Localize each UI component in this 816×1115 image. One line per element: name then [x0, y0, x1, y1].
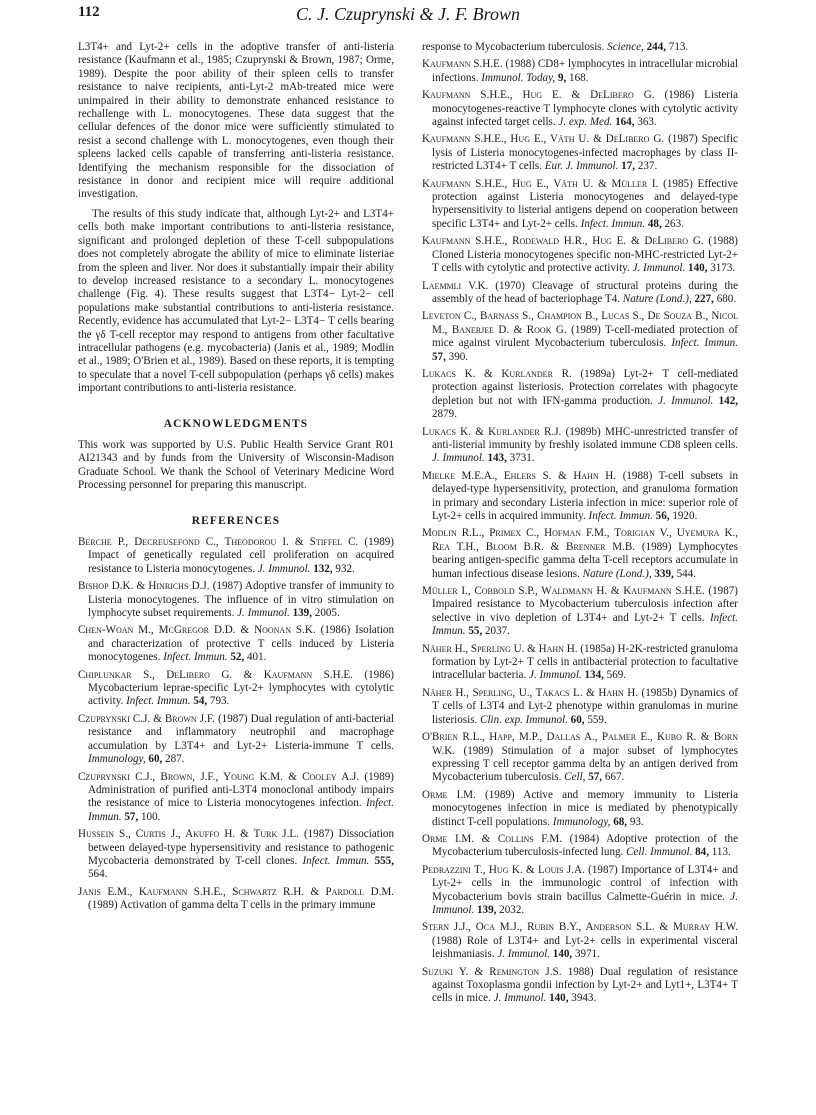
reference-text: (1989a) Lyt-2+ T cell-mediated protection against listeriosis. Protection correlates with phagocyte depletion but not with IFN-gamma production.: [432, 367, 738, 407]
reference-text: (1989) T-cell-mediated protection of mice against virulent Mycobacterium tuberculosis.: [432, 323, 738, 350]
reference-text: (1989) Impact of genetically regulated cell proliferation on acquired resistance to Listeria monocytogenes.: [88, 536, 395, 575]
reference-authors: Hussein S., Curtis J., Akuffo H. & Turk J.L.: [78, 828, 299, 841]
reference-text: (1989b) MHC-unrestricted transfer of anti-listerial immunity by freshly isolated immune CD8 spleen cells.: [432, 425, 738, 451]
reference-pages: 390.: [445, 350, 469, 363]
reference-journal: Eur. J. Immunol.: [544, 160, 619, 173]
reference-entry: [422, 470, 738, 524]
reference-text: (1988) T-cell subsets in delayed-type hypersensitivity, protection, and granuloma formation in primary and secondary Listeria infection in mice: superior role of Lyt-2+ cells in acquired immunity.: [432, 469, 738, 522]
reference-text: (1987) Dissociation between delayed-type hypersensitivity and resistance to pathogenic Mycobacteria demonstrated by T-cell clones.: [88, 828, 394, 867]
reference-entry: [422, 58, 738, 85]
reference-entry: [78, 669, 394, 709]
reference-pages: 3943.: [568, 992, 597, 1005]
reference-volume: 164,: [612, 116, 635, 129]
reference-text: (1989) Stimulation of a major subset of lymphocytes expressing T cell receptor gamma delta by an antigen derived from Mycobacterium tuberculosis.: [432, 744, 738, 784]
reference-journal: Infect. Immun.: [88, 797, 394, 823]
reference-pages: 3731.: [506, 452, 535, 465]
reference-entry: [422, 731, 738, 785]
reference-pages: 2032.: [496, 903, 525, 916]
reference-entry: [422, 280, 738, 307]
reference-text: (1987) Specific lysis of Listeria monocytogenes-infected macrophages by class II-restricted L3T4+ T cells.: [432, 133, 738, 173]
reference-entry: [422, 789, 738, 829]
reference-pages: 100.: [138, 810, 161, 823]
reference-text: (1986) Isolation and characterization of protective T cells induced by Listeria monocytogenes.: [88, 624, 394, 664]
reference-authors: Orme I.M.: [422, 788, 476, 801]
reference-volume: 140,: [546, 992, 569, 1005]
reference-pages: 569.: [603, 669, 627, 682]
reference-volume: 55,: [465, 625, 483, 638]
reference-journal: J. Immunol.: [658, 394, 714, 407]
reference-entry: [78, 536, 394, 576]
left-column: [78, 41, 394, 917]
reference-authors: Kaufmann S.H.E., Rodewald H.R., Hug E. & DeLibero G.: [422, 235, 704, 248]
reference-journal: Infect. Immun.: [432, 611, 738, 638]
reference-authors: Chiplunkar S., DeLibero G. & Kaufmann S.H.E.: [78, 668, 353, 681]
reference-entry: [422, 426, 738, 466]
reference-volume: 339,: [651, 567, 674, 580]
reference-entry: [422, 89, 738, 129]
reference-text: (1988) CD8+ lymphocytes in intracellular microbial infections.: [432, 58, 738, 84]
reference-authors: Laemmli V.K.: [422, 279, 489, 292]
reference-pages: 2879.: [432, 408, 457, 421]
reference-text: (1987) Importance of L3T4+ and Lyt-2+ cells in the immunologic control of infection with Mycobacterium bovis strain bacillus Calmette-Guérin in mice.: [432, 863, 738, 903]
reference-pages: 2037.: [482, 625, 510, 638]
reference-entry: [422, 585, 738, 639]
reference-text: response to Mycobacterium tuberculosis.: [422, 41, 608, 53]
reference-journal: Immunology,: [88, 753, 146, 766]
reference-authors: Näher H., Sperling U. & Hahn H.: [422, 642, 578, 655]
reference-text: (1988) Role of L3T4+ and Lyt-2+ cells in experimental visceral leishmaniasis.: [432, 934, 738, 961]
running-head: C. J. Czuprynski & J. F. Brown: [296, 4, 520, 24]
reference-journal: Nature (Lond.),: [622, 292, 692, 305]
reference-pages: 564.: [88, 868, 108, 881]
reference-entry: [422, 368, 738, 422]
reference-pages: 2005.: [312, 607, 340, 620]
reference-text: (1985) Effective protection against Listeria monocytogenes and delayed-type hypersensitivity to listerial antigens depend on cooperation between specific L3T4+ and Lyt-2+ cells.: [432, 177, 738, 230]
reference-journal: Infect. Immun.: [671, 337, 738, 350]
reference-authors: Kaufmann S.H.E., Hug E., Väth U. & Müller I.: [422, 177, 659, 190]
reference-pages: 168.: [566, 71, 589, 84]
reference-authors: Stern J.J., Oca M.J., Rubin B.Y., Anderson S.L. & Murray H.W.: [422, 921, 738, 934]
reference-text: (1989) Administration of purified anti-L3T4 monoclonal antibody impairs the resistance of mice to Listeria monocytogenes infection.: [88, 770, 394, 810]
reference-volume: 60,: [567, 713, 585, 726]
body-paragraph: L3T4+ and Lyt-2+ cells in the adoptive transfer of anti-listeria resistance (Kaufmann et al., 1985; Czuprynski & Brown, 1987; Orme, 1989). Despite the poor ability of their spleen cells to transfer resistance to naive recipients, anti-Lyt-2 mAb-treated mice were unimpaired in their ability to demonstrate enhanced resistance to rechallenge with L. monocytogenes. These data suggest that the cellular defences of the donor mice were sufficiently stimulated to resist a second challenge with L. monocytogenes, even though their spleens lacked cells capable of transferring anti-listeria resistance. Identifying the mechanism responsible for the dissociation of resistance in donor and recipient mice will require additional investigation.: [78, 41, 394, 201]
reference-volume: 143,: [484, 452, 507, 465]
reference-journal: Infect. Immun.: [580, 217, 646, 230]
reference-text: (1986) Listeria monocytogenes-reactive T lymphocyte clones with cytolytic activity against infected target cells.: [432, 89, 738, 129]
reference-volume: 9,: [555, 71, 567, 84]
reference-text: (1987) Adoptive transfer of immunity to Listeria monocytogenes. The influence of in vitro stimulation on lymphocyte subset requirements.: [88, 580, 395, 620]
reference-pages: 932.: [332, 562, 355, 575]
reference-journal: Immunol. Today,: [481, 71, 556, 84]
reference-volume: 84,: [692, 846, 709, 859]
reference-journal: J. Immunol.: [632, 262, 686, 275]
reference-journal: Infect. Immun.: [163, 651, 228, 664]
reference-text: (1987) Impaired resistance to Mycobacterium tuberculosis infection after selective in vivo depletion of L3T4+ and Lyt-2+ T cells.: [432, 585, 738, 624]
reference-entry: [422, 643, 738, 683]
reference-volume: 48,: [645, 217, 662, 230]
reference-authors: Berche P., Decreusefond C., Theodorou I. & Stiffel C.: [78, 536, 359, 548]
references-list-left: [78, 536, 394, 913]
reference-volume: 57,: [432, 350, 446, 363]
reference-text: (1985b) Dynamics of T cells of L3T4 and Lyt-2 phenotype within granulomas in murine listeriosis.: [432, 686, 738, 726]
reference-authors: Czuprynski C.J. & Brown J.F.: [78, 712, 215, 725]
references-heading: REFERENCES: [191, 514, 281, 527]
reference-volume: 56,: [652, 510, 670, 522]
reference-pages: 237.: [635, 160, 658, 173]
page-number: 112: [78, 4, 100, 20]
reference-entry: [422, 178, 738, 232]
reference-entry: [78, 771, 394, 825]
reference-pages: 667.: [602, 771, 625, 784]
reference-entry: [422, 833, 738, 860]
reference-authors: Lukacs K. & Kurlander R.: [422, 367, 572, 380]
reference-volume: 139,: [289, 607, 312, 620]
reference-authors: Janis E.M., Kaufmann S.H.E., Schwartz R.H. & Pardoll D.M.: [78, 885, 394, 898]
reference-volume: 52,: [227, 651, 245, 664]
reference-entry: [78, 828, 394, 882]
reference-text: 1988) Dual regulation of resistance against Toxoplasma gondii infection by Lyt-2+ and Lyt1+, L3T4+ T cells in mice.: [432, 965, 738, 1005]
reference-pages: 3971.: [572, 948, 600, 961]
reference-pages: 263.: [661, 217, 684, 230]
body-paragraph: The results of this study indicate that, although Lyt-2+ and L3T4+ cells both make important contributions to anti-listeria resistance, significant and prolonged depletion of these T-cell subpopulations does not completely abrogate the ability of mice to eliminate listeriae from the spleen and liver. Nor does it substantially impair their ability to develop increased resistance to a secondary L. monocytogenes challenge (Fig. 4). These results suggest that L3T4− Lyt-2− cell populations make substantial contributions to anti-listeria resistance. Recently, evidence has accumulated that Lyt-2− L3T4− T cells bearing the γδ T-cell receptor may respond to antigens from other facultative intracellular pathogens (e.g. mycobacteria) (Janis et al., 1989; Modlin et al., 1989; O'Brien et al., 1989). Based on these reports, it is tempting to speculate that a novel T-cell subpopulation (perhaps γδ cells) makes important contributions to anti-listeria resistance.: [78, 207, 394, 395]
reference-pages: 544.: [673, 567, 696, 580]
reference-journal: Infect. Immun.: [302, 854, 370, 867]
reference-journal: Science,: [607, 41, 644, 53]
reference-authors: Bishop D.K. & Hinrichs D.J.: [78, 580, 210, 593]
reference-entry: [78, 713, 394, 767]
reference-entry: [78, 624, 394, 664]
acknowledgments-text: This work was supported by U.S. Public Health Service Grant R01 AI21343 and by funds from the University of Wisconsin-Madison Graduate School. We thank the School of Veterinary Medicine Word Processing personnel for preparing this manuscript.: [78, 438, 394, 492]
reference-pages: 793.: [207, 695, 230, 708]
reference-entry: [78, 886, 394, 913]
reference-volume: 68,: [610, 815, 628, 828]
reference-pages: 559.: [584, 713, 607, 726]
reference-entry: [422, 921, 738, 961]
reference-volume: 140,: [685, 262, 708, 275]
reference-journal: Infect. Immun.: [126, 695, 191, 708]
reference-journal: Immunology,: [552, 815, 611, 828]
reference-volume: 227,: [691, 292, 714, 305]
reference-volume: 555,: [369, 854, 395, 867]
reference-text: (1986) Mycobacterium leprae-specific Lyt-2+ lymphocytes with cytolytic activity.: [88, 668, 394, 708]
page-header: [78, 4, 738, 30]
reference-entry: [422, 527, 738, 581]
reference-text: (1970) Cleavage of structural proteins during the assembly of the head of bacteriophage T4.: [432, 279, 738, 305]
reference-journal: Cell,: [564, 771, 586, 784]
reference-authors: Chen-Woan M., McGregor D.D. & Noonan S.K.: [78, 624, 316, 637]
reference-authors: Czuprynski C.J., Brown, J.F., Young K.M. & Cooley A.J.: [78, 770, 360, 783]
reference-volume: 57,: [121, 810, 139, 823]
reference-authors: Suzuki Y. & Remington J.S.: [422, 965, 562, 978]
reference-authors: O'Brien R.L., Happ, M.P., Dallas A., Palmer E., Kubo R. & Born W.K.: [422, 731, 738, 757]
reference-entry: [422, 235, 738, 275]
reference-authors: Kaufmann S.H.E., Hug E. & DeLibero G.: [422, 89, 655, 102]
reference-pages: 3173.: [707, 262, 736, 275]
reference-text: (1988) Cloned Listeria monocytogenes specific non-MHC-restricted Lyt-2+ T cells with cytolytic and protective activity.: [432, 235, 738, 275]
reference-journal: J. Immunol.: [493, 992, 547, 1005]
reference-authors: Kaufmann S.H.E., Hug E., Väth U. & DeLibero G.: [422, 133, 665, 146]
reference-entry: [422, 41, 738, 54]
reference-authors: Kaufmann S.H.E.: [422, 58, 503, 71]
reference-journal: J. Immunol.: [432, 890, 738, 916]
reference-authors: Orme I.M. & Collins F.M.: [422, 832, 562, 845]
reference-pages: 713.: [666, 41, 689, 53]
reference-authors: Pedrazzini T., Hug K. & Louis J.A.: [422, 863, 585, 876]
reference-volume: 244,: [643, 41, 667, 53]
reference-journal: J. Immunol.: [432, 452, 485, 465]
acknowledgments-heading: ACKNOWLEDGMENTS: [163, 417, 309, 430]
reference-entry: [422, 687, 738, 727]
reference-journal: J. Immunol.: [257, 562, 311, 575]
reference-authors: Lukacs K. & Kurlander R.J.: [422, 425, 562, 438]
reference-text: (1984) Adoptive protection of the Mycobacterium tuberculosis-infected lung.: [432, 832, 738, 859]
reference-journal: J. exp. Med.: [558, 116, 613, 129]
reference-journal: Cell. Immunol.: [626, 846, 693, 859]
reference-volume: 132,: [310, 562, 333, 575]
reference-pages: 287.: [162, 753, 185, 766]
reference-volume: 142,: [713, 394, 739, 407]
reference-volume: 17,: [618, 160, 636, 173]
reference-pages: 680.: [713, 292, 737, 305]
reference-journal: J. Immunol.: [237, 607, 290, 620]
reference-volume: 134,: [581, 669, 604, 682]
reference-entry: [78, 580, 394, 620]
reference-pages: 401.: [244, 651, 267, 664]
reference-pages: 113.: [708, 846, 731, 859]
reference-text: (1985a) H-2K-restricted granuloma formation by Lyt-2+ T cells in antibacterial protection to facultative intracellular bacteria.: [432, 642, 738, 682]
references-list-right: [422, 41, 738, 1006]
reference-journal: J. Immunol.: [529, 669, 582, 682]
reference-authors: Näher H., Sperling, U., Takacs L. & Hahn H.: [422, 686, 638, 699]
reference-authors: Leveton C., Barnass S., Champion B., Lucas S., De Souza B., Nicol M., Banerjee D. & Rook G.: [422, 310, 738, 336]
reference-authors: Modlin R.L., Primex C., Hofman F.M., Torigian V., Uyemura K., Rea T.H., Bloom B.R. & Brenner M.B.: [422, 527, 738, 553]
right-column: [422, 41, 738, 1010]
reference-authors: Müller I., Cobbold S.P., Waldmann H. & Kaufmann S.H.E.: [422, 585, 705, 598]
reference-pages: 93.: [627, 815, 644, 828]
reference-entry: [422, 310, 738, 364]
reference-authors: Mielke M.E.A., Ehlers S. & Hahn H.: [422, 469, 617, 482]
reference-text: (1989) Lymphocytes bearing antigen-specific gamma delta T-cell receptors accumulate in human infectious disease lesions.: [432, 540, 738, 580]
reference-entry: [422, 133, 738, 173]
reference-entry: [422, 864, 738, 918]
reference-volume: 139,: [474, 903, 497, 916]
reference-text: (1987) Dual regulation of anti-bacterial resistance and inflammatory neutrophil and macrophage accumulation by L3T4+ and Lyt-2+ Listeria-immune T cells.: [88, 712, 394, 752]
reference-pages: 1920.: [669, 510, 698, 522]
reference-journal: J. Immunol.: [497, 948, 551, 961]
reference-volume: 57,: [585, 771, 603, 784]
reference-volume: 140,: [550, 948, 573, 961]
reference-journal: Infect. Immun.: [588, 510, 653, 522]
reference-volume: 54,: [190, 695, 208, 708]
reference-entry: [422, 966, 738, 1006]
reference-volume: 60,: [145, 753, 163, 766]
reference-text: (1989) Activation of gamma delta T cells in the primary immune: [88, 899, 376, 912]
reference-text: (1989) Active and memory immunity to Listeria monocytogenes infection in mice is mediated by phenotypically distinct T-cell populations.: [432, 788, 738, 828]
reference-journal: Clin. exp. Immunol.: [480, 713, 568, 726]
reference-journal: Nature (Lond.),: [582, 567, 652, 580]
reference-pages: 363.: [634, 116, 657, 129]
